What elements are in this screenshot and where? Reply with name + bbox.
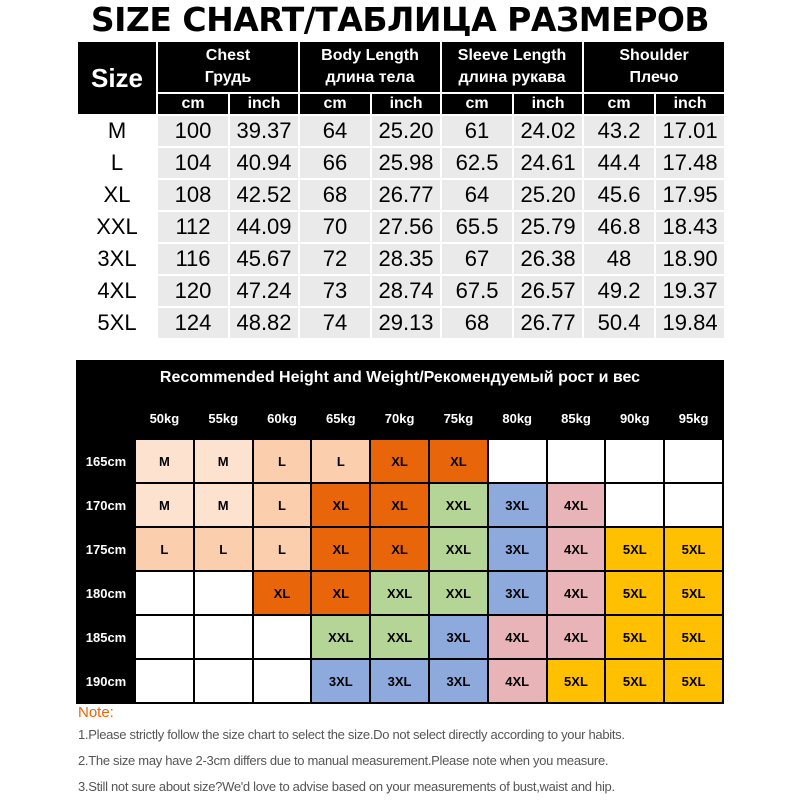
height-row (77, 659, 723, 703)
note-line: 3.Still not sure about size?We'd love to advise based on your measurements of bust,waist and hip. (78, 779, 615, 794)
inch-value: 42.52 (229, 179, 299, 211)
unit-inch: inch (513, 93, 583, 115)
cm-value: 70 (299, 211, 371, 243)
inch-value: 26.38 (513, 243, 583, 275)
chest-header (157, 41, 299, 93)
empty-cell (135, 615, 194, 659)
empty-cell (605, 483, 664, 527)
empty-cell (135, 571, 194, 615)
cm-value: 67.5 (441, 275, 513, 307)
cm-value: 43.2 (583, 115, 655, 147)
sleeve-length-header (441, 41, 583, 93)
cm-value: 124 (157, 307, 229, 339)
size-recommendation-cell: 5XL (605, 615, 664, 659)
size-recommendation-cell: 4XL (547, 527, 606, 571)
size-recommendation-cell: XXL (311, 615, 370, 659)
size-row (77, 179, 725, 211)
cm-value: 64 (441, 179, 513, 211)
inch-value: 19.84 (655, 307, 725, 339)
corner-cell (77, 397, 135, 439)
inch-value: 25.20 (371, 115, 441, 147)
unit-cm: cm (157, 93, 229, 115)
note-line: 2.The size may have 2-3cm differs due to manual measurement.Please note when you measure. (78, 753, 609, 768)
size-recommendation-cell: L (194, 527, 253, 571)
size-recommendation-cell: 5XL (605, 571, 664, 615)
size-recommendation-cell: M (135, 439, 194, 483)
size-recommendation-cell: L (253, 439, 312, 483)
empty-cell (605, 439, 664, 483)
size-recommendation-cell: 4XL (547, 615, 606, 659)
cm-value: 112 (157, 211, 229, 243)
height-row (77, 527, 723, 571)
size-recommendation-cell: 5XL (605, 527, 664, 571)
inch-value: 28.74 (371, 275, 441, 307)
cm-value: 48 (583, 243, 655, 275)
cm-value: 74 (299, 307, 371, 339)
size-row (77, 243, 725, 275)
inch-value: 44.09 (229, 211, 299, 243)
size-recommendation-cell: 3XL (429, 615, 488, 659)
cm-value: 50.4 (583, 307, 655, 339)
size-row (77, 115, 725, 147)
size-recommendation-cell: 3XL (488, 483, 547, 527)
inch-value: 28.35 (371, 243, 441, 275)
empty-cell (664, 483, 723, 527)
inch-value: 29.13 (371, 307, 441, 339)
size-chart-table (76, 40, 726, 340)
weight-header: 95kg (664, 397, 723, 439)
size-label: L (77, 147, 157, 179)
size-recommendation-cell: 5XL (664, 571, 723, 615)
size-label: 4XL (77, 275, 157, 307)
size-label: M (77, 115, 157, 147)
empty-cell (253, 615, 312, 659)
unit-inch: inch (229, 93, 299, 115)
inch-value: 40.94 (229, 147, 299, 179)
cm-value: 61 (441, 115, 513, 147)
inch-value: 48.82 (229, 307, 299, 339)
size-recommendation-cell: 4XL (488, 615, 547, 659)
body-length-header-en: Body Length (321, 47, 419, 64)
cm-value: 49.2 (583, 275, 655, 307)
cm-value: 66 (299, 147, 371, 179)
height-label: 170cm (77, 483, 135, 527)
size-recommendation-cell: XXL (429, 527, 488, 571)
weight-header: 65kg (311, 397, 370, 439)
page-title: SIZE CHART/ТАБЛИЦА РАЗМЕРОВ (90, 0, 710, 39)
size-label: 5XL (77, 307, 157, 339)
empty-cell (135, 659, 194, 703)
size-recommendation-cell: 5XL (664, 659, 723, 703)
size-recommendation-cell: XL (429, 439, 488, 483)
chest-header-ru: Грудь (204, 69, 252, 86)
cm-value: 120 (157, 275, 229, 307)
empty-cell (488, 439, 547, 483)
empty-cell (253, 659, 312, 703)
cm-value: 68 (441, 307, 513, 339)
inch-value: 26.77 (513, 307, 583, 339)
notes-section (78, 704, 778, 800)
recommend-title: Recommended Height and Weight/Рекомендуемый рост и вес (76, 360, 724, 396)
sleeve-length-header-en: Sleeve Length (457, 47, 567, 64)
shoulder-header (583, 41, 725, 93)
empty-cell (664, 439, 723, 483)
unit-inch: inch (371, 93, 441, 115)
height-label: 180cm (77, 571, 135, 615)
size-recommendation-cell: XL (370, 483, 429, 527)
height-label: 190cm (77, 659, 135, 703)
size-recommendation-cell: 4XL (547, 483, 606, 527)
height-row (77, 571, 723, 615)
size-recommendation-cell: 3XL (429, 659, 488, 703)
size-row (77, 147, 725, 179)
size-recommendation-cell: 4XL (488, 659, 547, 703)
empty-cell (194, 571, 253, 615)
weight-header: 70kg (370, 397, 429, 439)
size-column-header: Size (77, 41, 157, 115)
cm-value: 100 (157, 115, 229, 147)
unit-cm: cm (441, 93, 513, 115)
weight-header: 55kg (194, 397, 253, 439)
inch-value: 18.90 (655, 243, 725, 275)
inch-value: 27.56 (371, 211, 441, 243)
empty-cell (194, 615, 253, 659)
body-length-header-ru: длина тела (325, 69, 415, 86)
size-recommendation-cell: XXL (370, 571, 429, 615)
cm-value: 62.5 (441, 147, 513, 179)
size-recommendation-cell: XXL (370, 615, 429, 659)
shoulder-header-en: Shoulder (619, 47, 689, 64)
sleeve-length-header-ru: длина рукава (458, 69, 566, 86)
inch-value: 26.77 (371, 179, 441, 211)
cm-value: 73 (299, 275, 371, 307)
height-row (77, 439, 723, 483)
size-recommendation-cell: 5XL (605, 659, 664, 703)
unit-inch: inch (655, 93, 725, 115)
size-recommendation-cell: L (135, 527, 194, 571)
size-recommendation-cell: M (194, 483, 253, 527)
size-recommendation-cell: 3XL (311, 659, 370, 703)
inch-value: 25.20 (513, 179, 583, 211)
inch-value: 18.43 (655, 211, 725, 243)
inch-value: 25.98 (371, 147, 441, 179)
size-recommendation-cell: L (253, 483, 312, 527)
inch-value: 19.37 (655, 275, 725, 307)
height-weight-table (76, 396, 724, 704)
inch-value: 24.02 (513, 115, 583, 147)
height-label: 185cm (77, 615, 135, 659)
size-label: XL (77, 179, 157, 211)
size-recommendation-cell: M (194, 439, 253, 483)
size-recommendation-cell: M (135, 483, 194, 527)
weight-header: 80kg (488, 397, 547, 439)
size-recommendation-cell: 5XL (664, 615, 723, 659)
size-row (77, 275, 725, 307)
empty-cell (547, 439, 606, 483)
inch-value: 17.95 (655, 179, 725, 211)
size-recommendation-cell: XL (311, 483, 370, 527)
chest-header-en: Chest (205, 47, 251, 64)
cm-value: 65.5 (441, 211, 513, 243)
cm-value: 104 (157, 147, 229, 179)
size-label: XXL (77, 211, 157, 243)
size-row (77, 307, 725, 339)
cm-value: 45.6 (583, 179, 655, 211)
inch-value: 47.24 (229, 275, 299, 307)
cm-value: 72 (299, 243, 371, 275)
inch-value: 39.37 (229, 115, 299, 147)
size-recommendation-cell: L (253, 527, 312, 571)
size-recommendation-cell: 3XL (370, 659, 429, 703)
size-recommendation-cell: 5XL (547, 659, 606, 703)
inch-value: 17.01 (655, 115, 725, 147)
size-recommendation-cell: XXL (429, 571, 488, 615)
cm-value: 64 (299, 115, 371, 147)
weight-header: 90kg (605, 397, 664, 439)
size-recommendation-cell: L (311, 439, 370, 483)
height-row (77, 615, 723, 659)
size-recommendation-cell: XL (311, 527, 370, 571)
note-line: 1.Please strictly follow the size chart to select the size.Do not select directly according to your habits. (78, 727, 625, 742)
inch-value: 25.79 (513, 211, 583, 243)
inch-value: 24.61 (513, 147, 583, 179)
height-row (77, 483, 723, 527)
size-recommendation-cell: XL (370, 439, 429, 483)
weight-header: 75kg (429, 397, 488, 439)
inch-value: 26.57 (513, 275, 583, 307)
height-label: 175cm (77, 527, 135, 571)
size-recommendation-cell: 3XL (488, 571, 547, 615)
size-recommendation-cell: XL (253, 571, 312, 615)
cm-value: 116 (157, 243, 229, 275)
weight-header: 60kg (253, 397, 312, 439)
empty-cell (194, 659, 253, 703)
cm-value: 108 (157, 179, 229, 211)
size-recommendation-cell: XL (370, 527, 429, 571)
height-label: 165cm (77, 439, 135, 483)
weight-header: 50kg (135, 397, 194, 439)
weight-header: 85kg (547, 397, 606, 439)
unit-cm: cm (583, 93, 655, 115)
size-recommendation-cell: XXL (429, 483, 488, 527)
cm-value: 46.8 (583, 211, 655, 243)
inch-value: 45.67 (229, 243, 299, 275)
cm-value: 68 (299, 179, 371, 211)
cm-value: 44.4 (583, 147, 655, 179)
size-row (77, 211, 725, 243)
cm-value: 67 (441, 243, 513, 275)
body-length-header (299, 41, 441, 93)
size-recommendation-cell: 4XL (547, 571, 606, 615)
inch-value: 17.48 (655, 147, 725, 179)
size-recommendation-cell: 3XL (488, 527, 547, 571)
size-recommendation-cell: XL (311, 571, 370, 615)
shoulder-header-ru: Плечо (629, 69, 679, 86)
size-recommendation-cell: 5XL (664, 527, 723, 571)
unit-cm: cm (299, 93, 371, 115)
note-label: Note: (78, 704, 114, 721)
size-label: 3XL (77, 243, 157, 275)
